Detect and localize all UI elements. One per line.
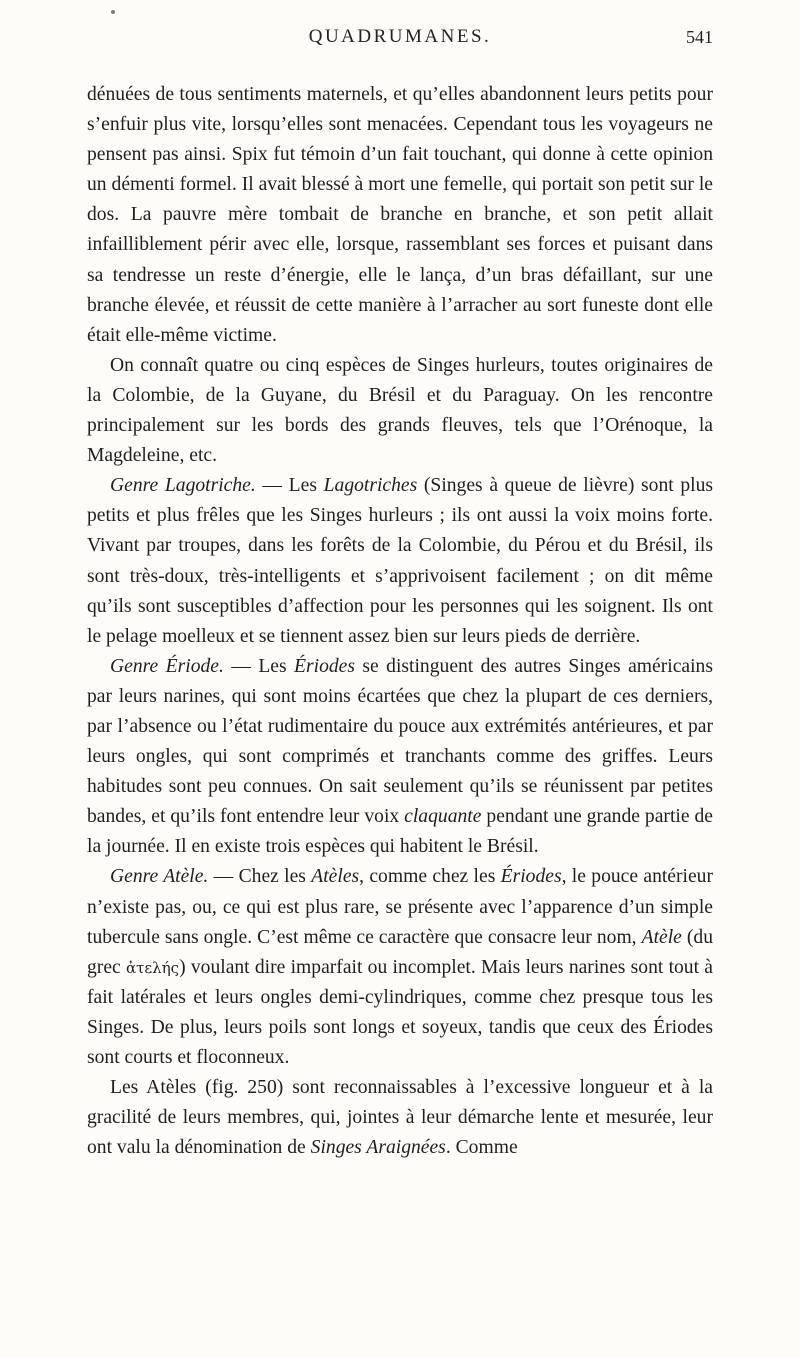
genus-heading: Genre Atèle.	[110, 866, 209, 888]
body-text	[87, 80, 713, 1163]
paragraph-text: , comme chez les	[359, 866, 501, 888]
paragraph-genre-atele	[87, 862, 713, 1073]
paragraph-maternal-sentiments	[87, 80, 713, 351]
genus-term: Ériodes	[294, 655, 355, 677]
paragraph-text: , le pouce antérieur n’existe pas, ou, ce qui est plus rare, se présente avec l’apparence d’un simple tubercule sans ongle. C’est même ce caractère que consacre leur nom,	[87, 866, 713, 948]
emphasized-term: claquante	[404, 806, 482, 828]
genus-heading: Genre Lagotriche.	[110, 475, 256, 497]
paragraph-text: . Comme	[445, 1137, 518, 1159]
greek-word: ἀτελής	[125, 958, 180, 977]
genus-heading: Genre Ériode.	[110, 655, 224, 677]
genus-term: Atèle	[641, 926, 682, 948]
paragraph-text: se distinguent des autres Singes américains par leurs narines, qui sont moins écartées que chez la plupart de ces derniers, par l’absence ou l’état rudimentaire du pouce aux extrémités antérieures, et par leurs ongles, qui sont comprimés et tranchants comme des griffes. Leurs habitudes sont peu connues. On sait seulement qu’ils se réunissent par petites bandes, et qu’ils font entendre leur voix	[87, 655, 713, 828]
heading-dash: — Les	[255, 475, 324, 497]
paragraph-howler-species	[87, 351, 713, 471]
paragraph-genre-lagotriche	[87, 471, 713, 652]
heading-dash: — Les	[223, 655, 295, 677]
paragraph-text: (du grec	[87, 926, 713, 978]
paragraph-genre-eriode	[87, 652, 713, 863]
paragraph-text: Les Atèles (fig. 250) sont reconnaissables à l’excessive longueur et à la gracilité de leurs membres, qui, jointes à leur démarche lente et mesurée, leur ont valu la dénomination de	[87, 1077, 713, 1159]
paragraph-text: ) voulant dire imparfait ou incomplet. Mais leurs narines sont tout à fait latérales et leurs ongles demi-cylindriques, comme chez presque tous les Singes. De plus, leurs poils sont longs et soyeux, tandis que ceux des Ériodes sont courts et floconneux.	[87, 956, 714, 1068]
genus-term: Ériodes	[500, 866, 562, 888]
genus-term: Lagotriches	[323, 475, 418, 497]
page-number: 541	[686, 27, 713, 47]
paragraph-text: dénuées de tous sentiments maternels, et qu’elles abandonnent leurs petits pour s’enfuir plus vite, lorsqu’elles sont menacées. Cependant tous les voyageurs ne pensent pas ainsi. Spix fut témoin d’un fait touchant, qui donne à cette opinion un démenti formel. Il avait blessé à mort une femelle, qui portait son petit sur le dos. La pauvre mère tombait de branche en branche, et son petit allait infailliblement périr avec elle, lorsque, rassemblant ses forces et puisant dans sa tendresse un reste d’énergie, elle le lança, d’un bras défaillant, sur une branche élevée, et réussit de cette manière à l’arracher au sort funeste dont elle était elle-même victime.	[87, 84, 713, 346]
print-speck	[111, 10, 115, 14]
paragraph-text: On connaît quatre ou cinq espèces de Singes hurleurs, toutes originaires de la Colombie, de la Guyane, du Brésil et du Paraguay. On les rencontre principalement sur les bords des grands fleuves, tels que l’Orénoque, la Magdeleine, etc.	[87, 354, 713, 467]
paragraph-text: — Chez les	[208, 866, 312, 888]
paragraph-text: (Singes à queue de lièvre) sont plus petits et plus frêles que les Singes hurleurs ; ils ont aussi la voix moins forte. Vivant par troupes, dans les forêts de la Colombie, du Pérou et du Brésil, ils sont très-doux, très-intelligents et s’apprivoisent facilement ; on dit même qu’ils sont susceptibles d’affection pour les personnes qui les soignent. Ils ont le pelage moelleux et se tiennent assez bien sur leurs pieds de derrière.	[87, 475, 713, 647]
genus-term: Atèles	[311, 866, 360, 888]
paragraph-ateles-description	[87, 1073, 713, 1163]
running-title: QUADRUMANES.	[308, 26, 492, 47]
emphasized-term: Singes Araignées	[310, 1137, 446, 1159]
running-header	[0, 26, 800, 56]
paragraph-text: pendant une grande partie de la journée. Il en existe trois espèces qui habitent le Brésil.	[87, 806, 713, 858]
